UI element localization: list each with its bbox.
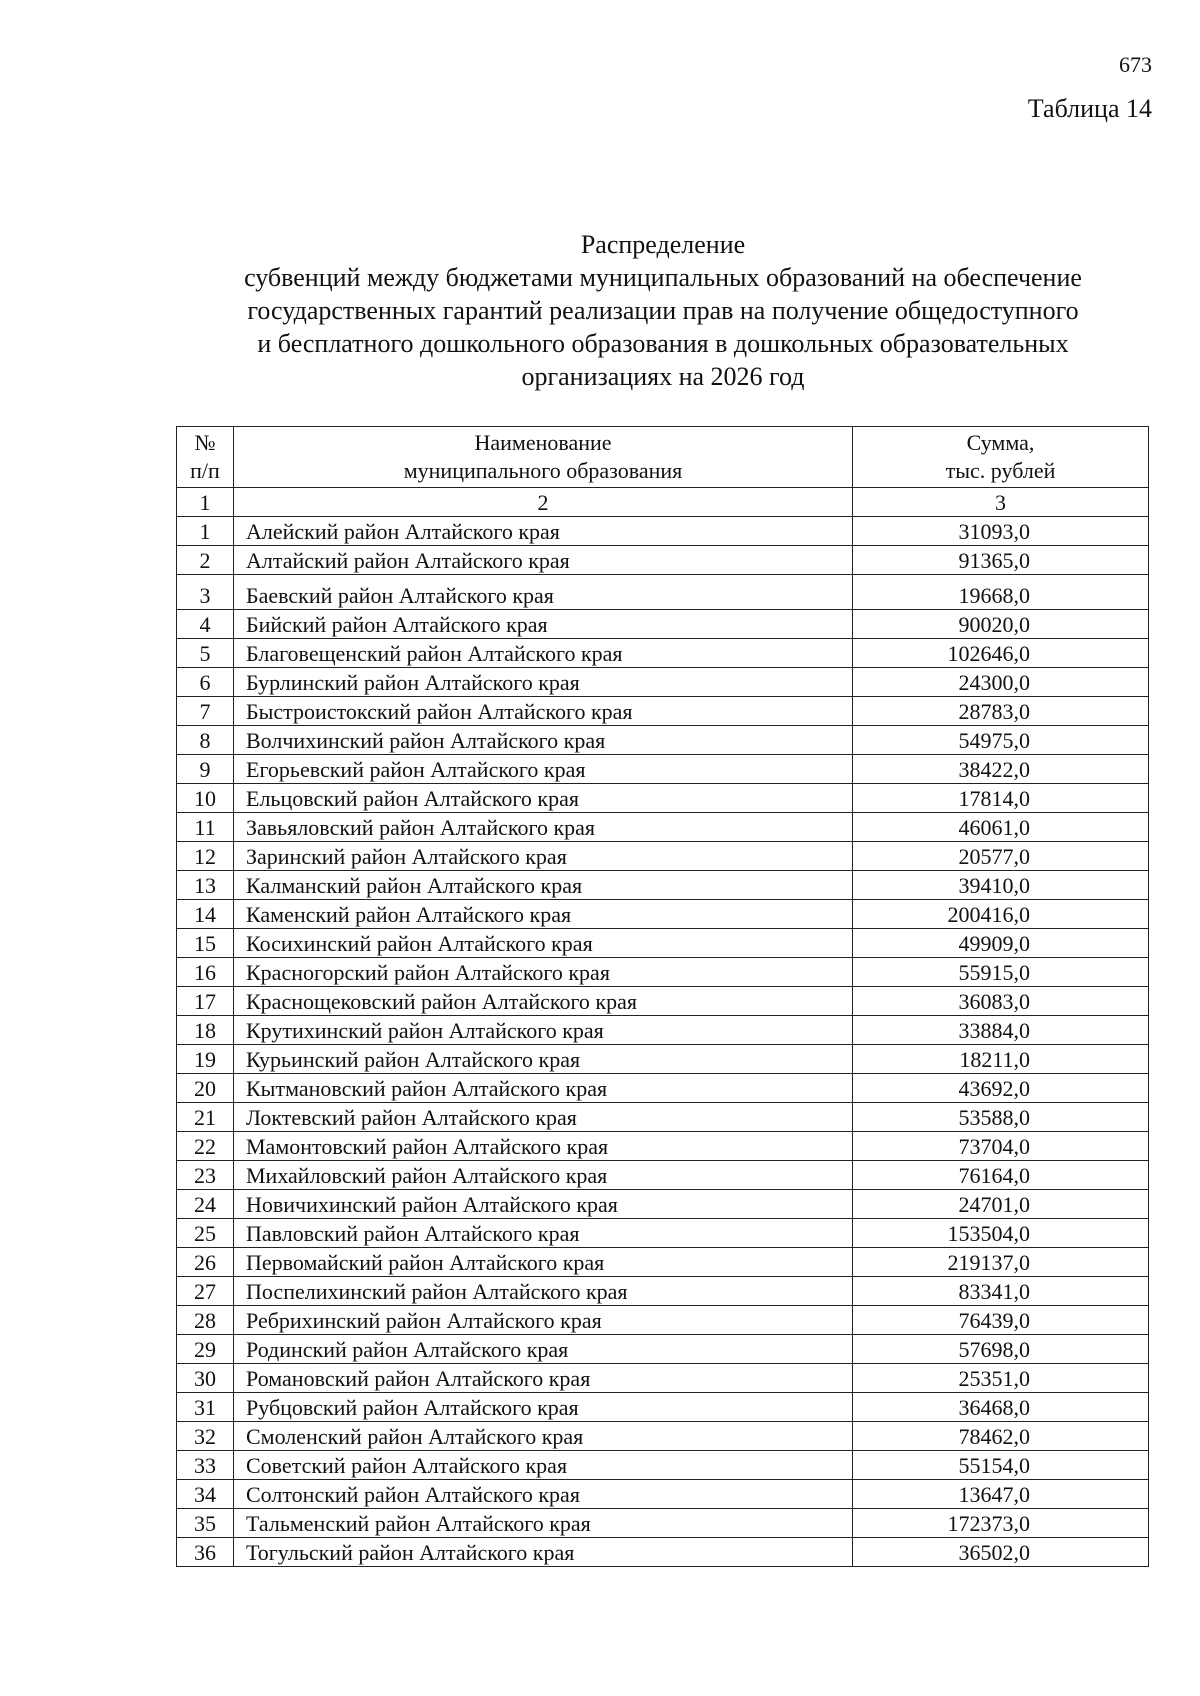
row-sum: 36083,0 [853, 987, 1149, 1016]
row-sum: 25351,0 [853, 1364, 1149, 1393]
row-number: 34 [177, 1480, 234, 1509]
row-number: 29 [177, 1335, 234, 1364]
row-number: 16 [177, 958, 234, 987]
table-row [177, 1277, 1149, 1306]
row-number: 5 [177, 639, 234, 668]
page-number: 673 [1119, 52, 1152, 77]
table-row [177, 987, 1149, 1016]
row-sum: 28783,0 [853, 697, 1149, 726]
row-sum: 219137,0 [853, 1248, 1149, 1277]
row-sum: 24300,0 [853, 668, 1149, 697]
subventions-table [176, 426, 1149, 1567]
row-sum: 36468,0 [853, 1393, 1149, 1422]
table-row [177, 784, 1149, 813]
table-row [177, 929, 1149, 958]
row-name: Калманский район Алтайского края [234, 871, 853, 900]
table-row [177, 1074, 1149, 1103]
row-number: 13 [177, 871, 234, 900]
table-row [177, 1190, 1149, 1219]
header-number-line1: № [194, 430, 216, 455]
row-sum: 46061,0 [853, 813, 1149, 842]
table-row [177, 1422, 1149, 1451]
row-number: 9 [177, 755, 234, 784]
row-sum: 76439,0 [853, 1306, 1149, 1335]
header-name [234, 427, 853, 488]
row-number: 2 [177, 546, 234, 575]
row-number: 32 [177, 1422, 234, 1451]
table-row [177, 610, 1149, 639]
table-row [177, 1306, 1149, 1335]
header-sum-line2: тыс. рублей [945, 458, 1056, 483]
row-name: Поспелихинский район Алтайского края [234, 1277, 853, 1306]
header-name-line2: муниципального образования [403, 458, 683, 483]
table-row [177, 1248, 1149, 1277]
row-number: 6 [177, 668, 234, 697]
row-number: 3 [177, 575, 234, 610]
row-name: Егорьевский район Алтайского края [234, 755, 853, 784]
row-name: Михайловский район Алтайского края [234, 1161, 853, 1190]
row-number: 27 [177, 1277, 234, 1306]
title-line: организациях на 2026 год [521, 362, 805, 391]
table-row [177, 668, 1149, 697]
row-name: Волчихинский район Алтайского края [234, 726, 853, 755]
row-sum: 20577,0 [853, 842, 1149, 871]
row-number: 26 [177, 1248, 234, 1277]
row-number: 17 [177, 987, 234, 1016]
row-sum: 36502,0 [853, 1538, 1149, 1567]
row-number: 12 [177, 842, 234, 871]
table-row [177, 1219, 1149, 1248]
table-row [177, 1045, 1149, 1074]
table-row [177, 1538, 1149, 1567]
row-sum: 38422,0 [853, 755, 1149, 784]
row-number: 20 [177, 1074, 234, 1103]
column-number: 2 [234, 488, 853, 517]
table-row [177, 1393, 1149, 1422]
row-sum: 13647,0 [853, 1480, 1149, 1509]
row-sum: 172373,0 [853, 1509, 1149, 1538]
row-sum: 73704,0 [853, 1132, 1149, 1161]
row-number: 30 [177, 1364, 234, 1393]
table-row [177, 1451, 1149, 1480]
row-name: Заринский район Алтайского края [234, 842, 853, 871]
row-number: 24 [177, 1190, 234, 1219]
table-row [177, 639, 1149, 668]
row-sum: 57698,0 [853, 1335, 1149, 1364]
row-sum: 31093,0 [853, 517, 1149, 546]
row-name: Баевский район Алтайского края [234, 575, 853, 610]
row-sum: 33884,0 [853, 1016, 1149, 1045]
row-sum: 43692,0 [853, 1074, 1149, 1103]
row-sum: 24701,0 [853, 1190, 1149, 1219]
row-name: Солтонский район Алтайского края [234, 1480, 853, 1509]
title-line: государственных гарантий реализации прав на получение общедоступного [247, 296, 1079, 325]
row-name: Тальменский район Алтайского края [234, 1509, 853, 1538]
row-name: Курьинский район Алтайского края [234, 1045, 853, 1074]
row-number: 8 [177, 726, 234, 755]
header-number [177, 427, 234, 488]
table-row [177, 900, 1149, 929]
table-row [177, 871, 1149, 900]
row-sum: 39410,0 [853, 871, 1149, 900]
row-number: 21 [177, 1103, 234, 1132]
row-name: Каменский район Алтайского края [234, 900, 853, 929]
table-row [177, 1509, 1149, 1538]
document-title [178, 228, 1148, 393]
row-name: Павловский район Алтайского края [234, 1219, 853, 1248]
table-row [177, 1016, 1149, 1045]
row-name: Родинский район Алтайского края [234, 1335, 853, 1364]
row-number: 36 [177, 1538, 234, 1567]
row-sum: 17814,0 [853, 784, 1149, 813]
row-name: Советский район Алтайского края [234, 1451, 853, 1480]
row-sum: 19668,0 [853, 575, 1149, 610]
column-number: 1 [177, 488, 234, 517]
row-name: Ребрихинский район Алтайского края [234, 1306, 853, 1335]
row-name: Крутихинский район Алтайского края [234, 1016, 853, 1045]
row-number: 19 [177, 1045, 234, 1074]
row-name: Смоленский район Алтайского края [234, 1422, 853, 1451]
row-number: 35 [177, 1509, 234, 1538]
row-sum: 153504,0 [853, 1219, 1149, 1248]
title-line: Распределение [580, 230, 746, 259]
row-sum: 91365,0 [853, 546, 1149, 575]
row-name: Красногорский район Алтайского края [234, 958, 853, 987]
row-name: Алтайский район Алтайского края [234, 546, 853, 575]
row-name: Быстроистокский район Алтайского края [234, 697, 853, 726]
row-number: 10 [177, 784, 234, 813]
row-name: Романовский район Алтайского края [234, 1364, 853, 1393]
row-sum: 78462,0 [853, 1422, 1149, 1451]
row-name: Мамонтовский район Алтайского края [234, 1132, 853, 1161]
row-name: Кытмановский район Алтайского края [234, 1074, 853, 1103]
row-number: 11 [177, 813, 234, 842]
header-sum-line1: Сумма, [966, 430, 1035, 455]
row-name: Бийский район Алтайского края [234, 610, 853, 639]
row-sum: 55154,0 [853, 1451, 1149, 1480]
row-number: 23 [177, 1161, 234, 1190]
column-number: 3 [853, 488, 1149, 517]
table-row [177, 1132, 1149, 1161]
table-row [177, 517, 1149, 546]
header-sum [853, 427, 1149, 488]
row-sum: 18211,0 [853, 1045, 1149, 1074]
title-line: и бесплатного дошкольного образования в дошкольных образовательных [257, 329, 1069, 358]
table-row [177, 697, 1149, 726]
row-sum: 83341,0 [853, 1277, 1149, 1306]
row-number: 33 [177, 1451, 234, 1480]
row-sum: 76164,0 [853, 1161, 1149, 1190]
header-number-line2: п/п [190, 458, 220, 483]
row-number: 15 [177, 929, 234, 958]
row-number: 22 [177, 1132, 234, 1161]
column-number-row [177, 488, 1149, 517]
row-number: 25 [177, 1219, 234, 1248]
row-name: Алейский район Алтайского края [234, 517, 853, 546]
row-number: 31 [177, 1393, 234, 1422]
table-row [177, 1103, 1149, 1132]
row-sum: 49909,0 [853, 929, 1149, 958]
row-name: Локтевский район Алтайского края [234, 1103, 853, 1132]
row-name: Краснощековский район Алтайского края [234, 987, 853, 1016]
row-name: Завьяловский район Алтайского края [234, 813, 853, 842]
row-sum: 55915,0 [853, 958, 1149, 987]
table-row [177, 755, 1149, 784]
table-row [177, 813, 1149, 842]
table-row [177, 842, 1149, 871]
row-number: 7 [177, 697, 234, 726]
table-row [177, 1335, 1149, 1364]
row-name: Рубцовский район Алтайского края [234, 1393, 853, 1422]
table-row [177, 1364, 1149, 1393]
row-sum: 102646,0 [853, 639, 1149, 668]
row-name: Тогульский район Алтайского края [234, 1538, 853, 1567]
row-name: Благовещенский район Алтайского края [234, 639, 853, 668]
row-sum: 90020,0 [853, 610, 1149, 639]
table-label: Таблица 14 [1027, 94, 1152, 123]
row-name: Бурлинский район Алтайского края [234, 668, 853, 697]
row-name: Косихинский район Алтайского края [234, 929, 853, 958]
row-number: 28 [177, 1306, 234, 1335]
row-sum: 200416,0 [853, 900, 1149, 929]
row-number: 14 [177, 900, 234, 929]
table-row [177, 726, 1149, 755]
title-line: субвенций между бюджетами муниципальных образований на обеспечение [244, 263, 1082, 292]
row-number: 4 [177, 610, 234, 639]
table-row [177, 1161, 1149, 1190]
row-sum: 53588,0 [853, 1103, 1149, 1132]
row-name: Первомайский район Алтайского края [234, 1248, 853, 1277]
table-row [177, 1480, 1149, 1509]
table-row [177, 575, 1149, 610]
table-header-row [177, 427, 1149, 488]
table-row [177, 958, 1149, 987]
header-name-line1: Наименование [474, 430, 612, 455]
row-sum: 54975,0 [853, 726, 1149, 755]
row-number: 18 [177, 1016, 234, 1045]
row-name: Ельцовский район Алтайского края [234, 784, 853, 813]
table-row [177, 546, 1149, 575]
row-number: 1 [177, 517, 234, 546]
row-name: Новичихинский район Алтайского края [234, 1190, 853, 1219]
